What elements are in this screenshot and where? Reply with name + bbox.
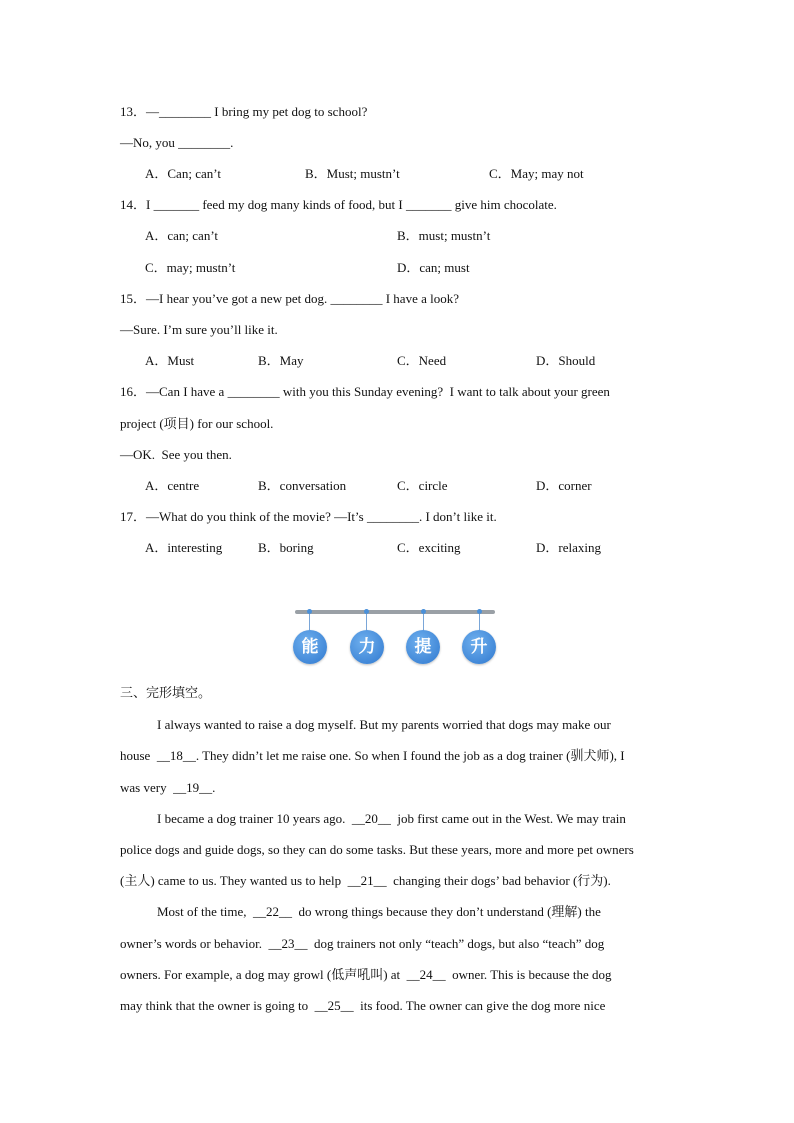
q15-option-c: C．Need: [397, 353, 447, 368]
q13-option-c: C．May; may not: [489, 166, 584, 181]
q16-option-a: A．centre: [145, 478, 200, 493]
q17-option-d: D．relaxing: [536, 540, 601, 555]
cloze-line: I always wanted to raise a dog myself. But my parents worried that dogs may make our: [157, 717, 611, 732]
q16-option-c: C．circle: [397, 478, 448, 493]
badge-char: 能: [293, 630, 327, 664]
cloze-line: police dogs and guide dogs, so they can do some tasks. But these years, more and more pet owners: [120, 842, 634, 857]
q16-stem-continued: project (项目) for our school.: [120, 416, 274, 431]
cloze-line: owners. For example, a dog may growl (低声吼叫) at __24__ owner. This is because the dog: [120, 967, 612, 982]
q13-option-a: A．Can; can’t: [145, 166, 221, 181]
q14-option-d: D．can; must: [397, 260, 470, 275]
cloze-heading: 三、完形填空。: [120, 686, 212, 701]
q17-option-c: C．exciting: [397, 540, 461, 555]
q16-reply: —OK. See you then.: [120, 447, 232, 462]
q15-option-a: A．Must: [145, 353, 195, 368]
q15-reply: —Sure. I’m sure you’ll like it.: [120, 322, 278, 337]
cloze-line: I became a dog trainer 10 years ago. __20__ job first came out in the West. We may train: [157, 811, 626, 826]
q14-stem: 14．I _______ feed my dog many kinds of food, but I _______ give him chocolate.: [120, 197, 557, 212]
badge-bar: [295, 610, 495, 614]
cloze-line: was very __19__.: [120, 780, 216, 795]
cloze-line: may think that the owner is going to __25__ its food. The owner can give the dog more nice: [120, 998, 606, 1013]
q13-option-b: B．Must; mustn’t: [305, 166, 400, 181]
badge-char: 提: [406, 630, 440, 664]
q16-option-d: D．corner: [536, 478, 592, 493]
q15-stem: 15．—I hear you’ve got a new pet dog. ________ I have a look?: [120, 291, 459, 306]
q16-option-b: B．conversation: [258, 478, 347, 493]
cloze-line: (主人) came to us. They wanted us to help __21__ changing their dogs’ bad behavior (行为).: [120, 873, 611, 888]
q17-stem: 17．—What do you think of the movie? —It’s ________. I don’t like it.: [120, 509, 497, 524]
q15-option-d: D．Should: [536, 353, 596, 368]
cloze-line: Most of the time, __22__ do wrong things because they don’t understand (理解) the: [157, 904, 601, 919]
q17-option-a: A．interesting: [145, 540, 223, 555]
cloze-line: house __18__. They didn’t let me raise one. So when I found the job as a dog trainer (驯犬师), I: [120, 748, 625, 763]
badge-char: 升: [462, 630, 496, 664]
q13-stem: 13．—________ I bring my pet dog to school?: [120, 104, 368, 119]
q14-option-c: C．may; mustn’t: [145, 260, 236, 275]
q13-reply: —No, you ________.: [120, 135, 234, 150]
q14-option-a: A．can; can’t: [145, 228, 219, 243]
q17-option-b: B．boring: [258, 540, 314, 555]
q16-stem: 16．—Can I have a ________ with you this Sunday evening? I want to talk about your green: [120, 384, 610, 399]
cloze-line: owner’s words or behavior. __23__ dog trainers not only “teach” dogs, but also “teach” dog: [120, 936, 605, 951]
q15-option-b: B．May: [258, 353, 304, 368]
q14-option-b: B．must; mustn’t: [397, 228, 491, 243]
badge-char: 力: [350, 630, 384, 664]
